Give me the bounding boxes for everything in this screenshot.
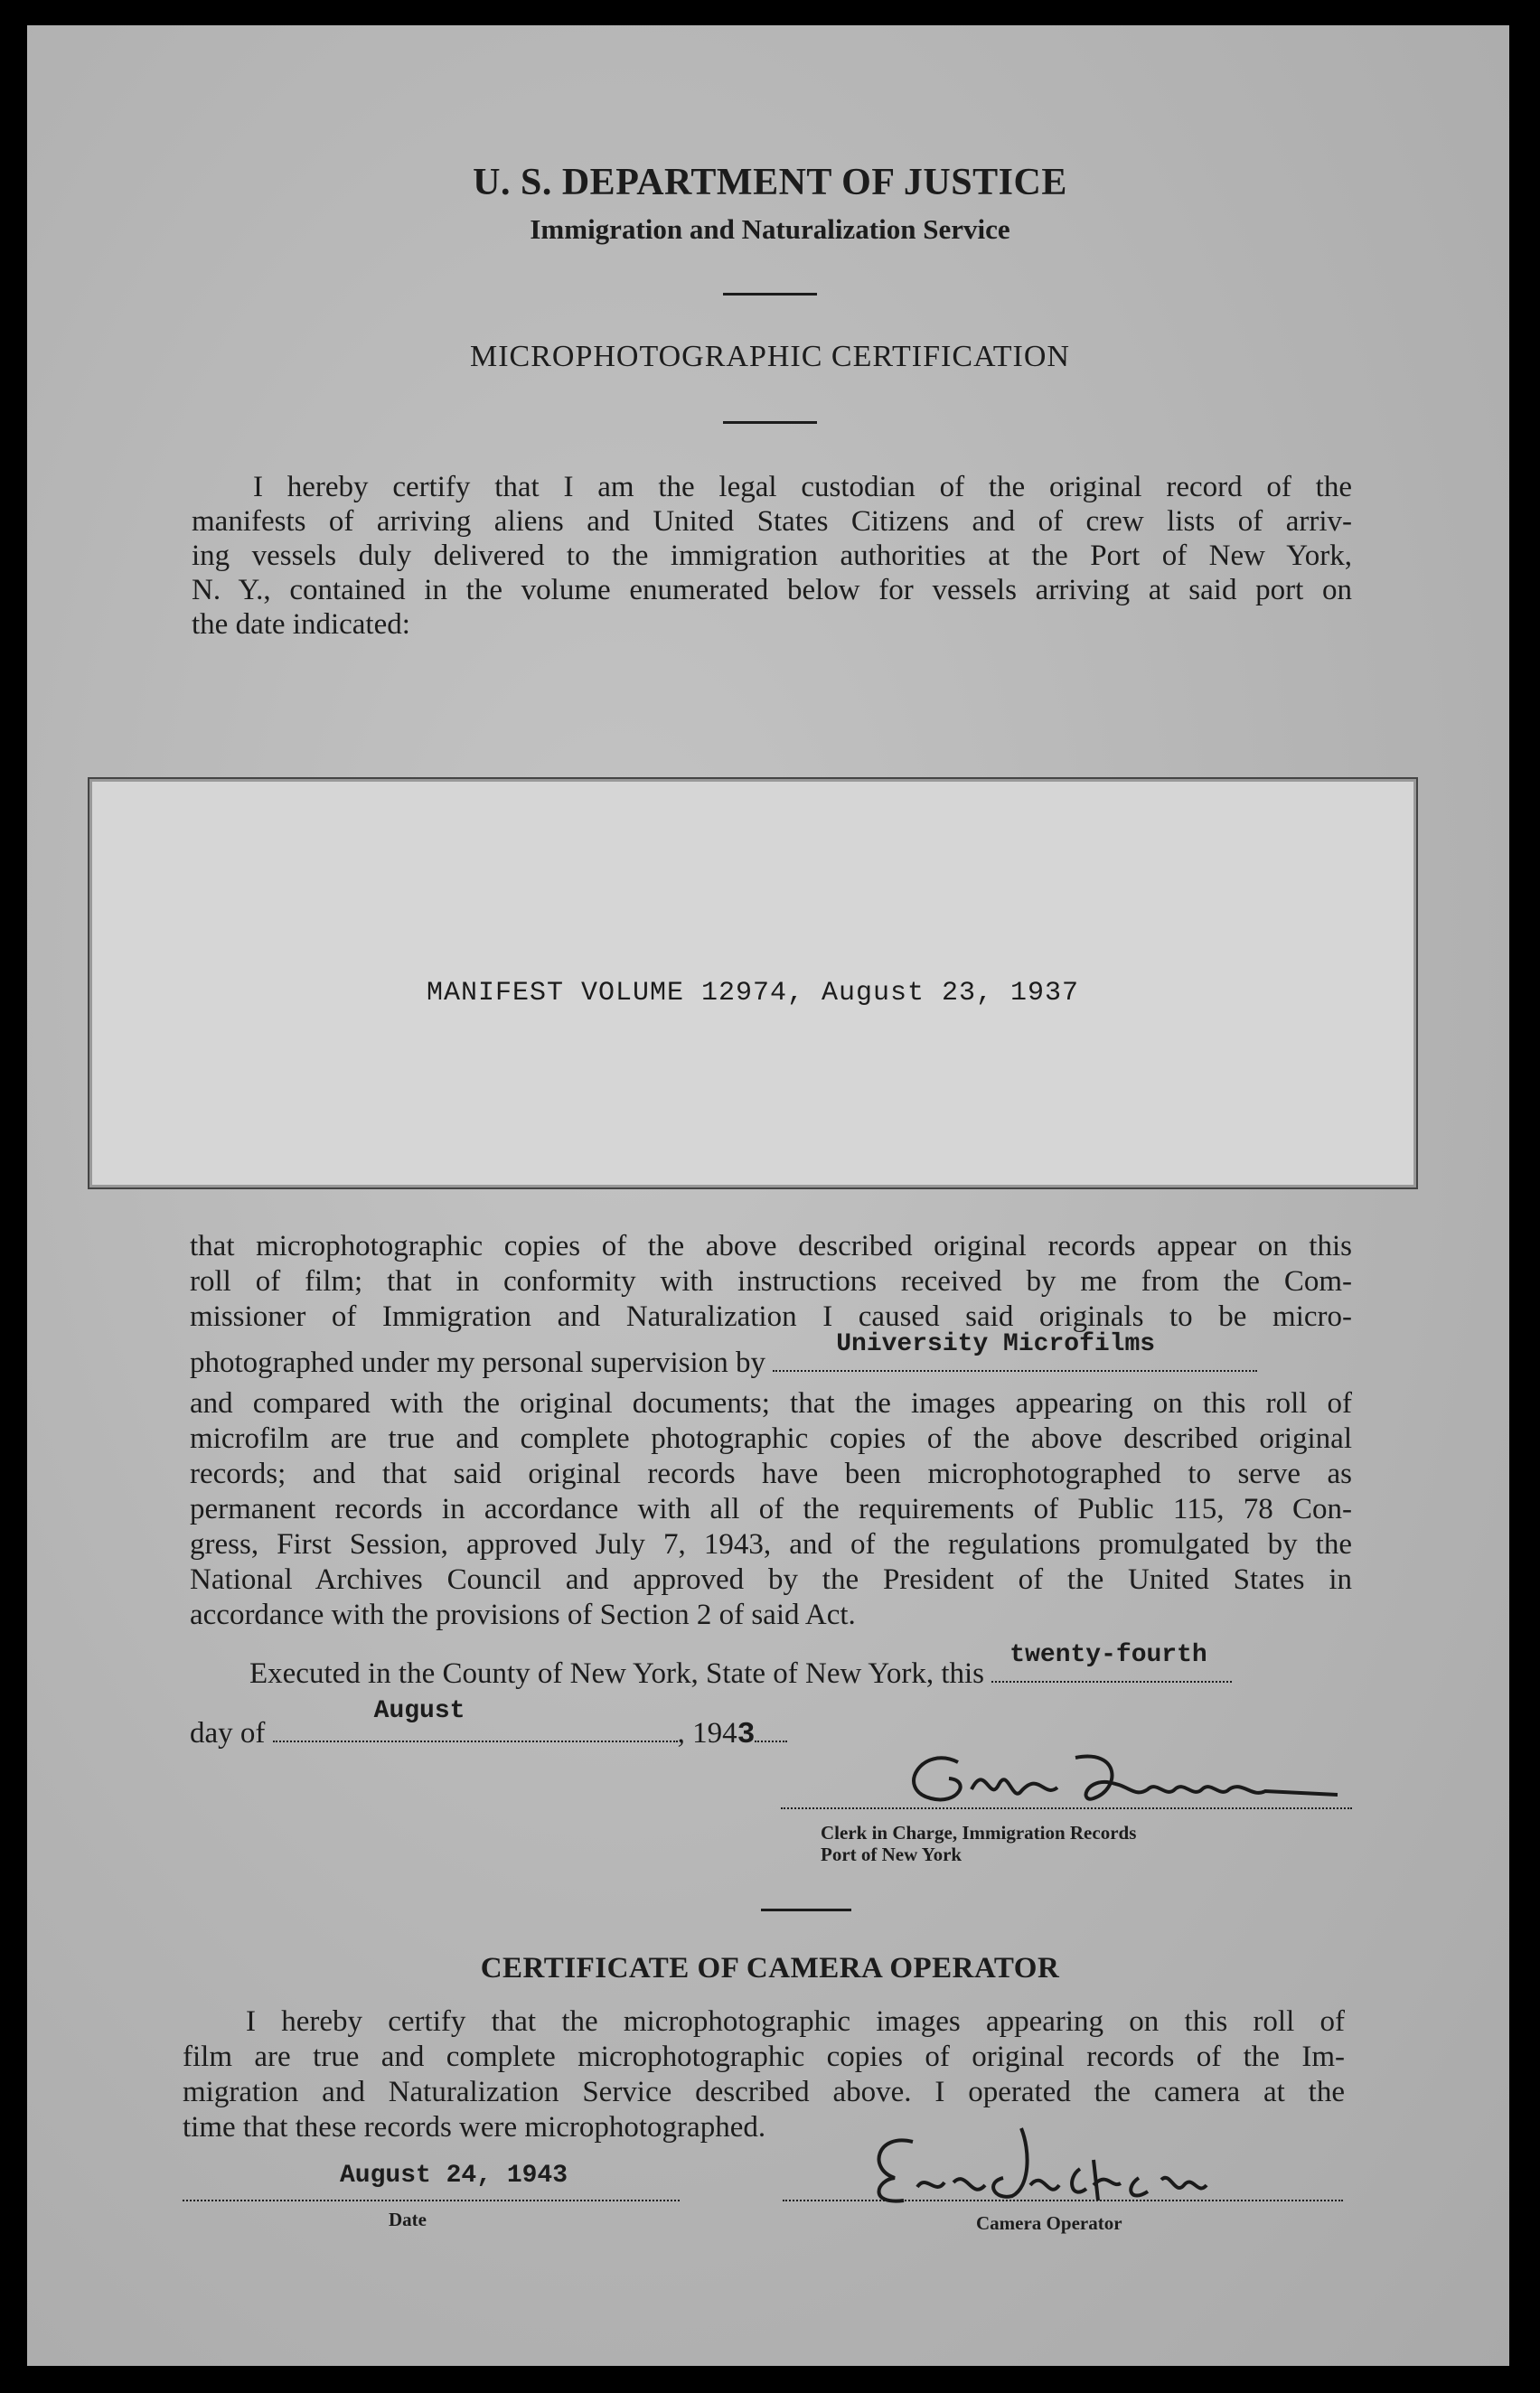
paragraph-line: manifests of arriving aliens and United States Citizens and of crew lists of arriv- bbox=[192, 505, 1352, 538]
year-dots bbox=[755, 1741, 787, 1742]
paragraph-line: I hereby certify that I am the legal custodian of the original record of the bbox=[253, 471, 1352, 503]
executed-prefix: Executed in the County of New York, State of New York, this bbox=[249, 1657, 985, 1690]
date-line bbox=[183, 2198, 680, 2201]
clerk-port: Port of New York bbox=[821, 1844, 963, 1865]
operator-signature bbox=[850, 2115, 1247, 2214]
divider bbox=[723, 421, 817, 424]
clerk-signature bbox=[886, 1735, 1356, 1816]
paragraph-line: time that these records were microphotographed. bbox=[183, 2111, 766, 2144]
manifest-volume-text: MANIFEST VOLUME 12974, August 23, 1937 bbox=[426, 978, 1080, 1009]
paragraph-line: I hereby certify that the microphotographic images appearing on this roll of bbox=[246, 2005, 1345, 2038]
paragraph-line: National Archives Council and approved by the President of the United States in bbox=[190, 1563, 1352, 1596]
supervisor-field bbox=[773, 1330, 1257, 1372]
paragraph-line: microfilm are true and complete photographic copies of the above described original bbox=[190, 1422, 1352, 1455]
paragraph-line: the date indicated: bbox=[192, 608, 410, 641]
year-prefix: , 194 bbox=[677, 1717, 737, 1750]
operator-label: Camera Operator bbox=[976, 2212, 1122, 2234]
camera-certificate-title: CERTIFICATE OF CAMERA OPERATOR bbox=[480, 1952, 1060, 1985]
paragraph-line: and compared with the original documents; that the images appearing on this roll of bbox=[190, 1387, 1352, 1420]
month-field bbox=[273, 1697, 678, 1742]
paragraph-line: missioner of Immigration and Naturalization I caused said originals to be micro- bbox=[190, 1300, 1352, 1333]
paragraph-line: records; and that said original records have been microphotographed to serve as bbox=[190, 1458, 1352, 1490]
department-heading: U. S. DEPARTMENT OF JUSTICE bbox=[473, 162, 1067, 203]
day-field bbox=[991, 1641, 1232, 1683]
paragraph-line: permanent records in accordance with all of the requirements of Public 115, 78 Con- bbox=[190, 1493, 1352, 1525]
service-subheading: Immigration and Naturalization Service bbox=[530, 213, 1010, 245]
manifest-volume-box bbox=[88, 777, 1418, 1189]
paragraph-line: that microphotographic copies of the above described original records appear on this bbox=[190, 1230, 1352, 1262]
paragraph-line: accordance with the provisions of Section 2 of said Act. bbox=[190, 1599, 856, 1631]
paragraph-line: film are true and complete microphotographic copies of original records of the Im- bbox=[183, 2041, 1345, 2073]
paragraph-line: ing vessels duly delivered to the immigration authorities at the Port of New York, bbox=[192, 540, 1352, 572]
clerk-title: Clerk in Charge, Immigration Records bbox=[821, 1822, 1137, 1844]
supervision-prefix: photographed under my personal supervision by bbox=[190, 1347, 765, 1379]
day-of-line bbox=[190, 1697, 787, 1751]
month-value: August bbox=[373, 1697, 465, 1725]
operator-date: August 24, 1943 bbox=[340, 2162, 568, 2190]
paragraph-line: gress, First Session, approved July 7, 1943, and of the regulations promulgated by the bbox=[190, 1528, 1352, 1561]
date-label: Date bbox=[389, 2209, 427, 2230]
year-digit: 3 bbox=[737, 1718, 756, 1751]
day-of-label: day of bbox=[190, 1717, 266, 1750]
paragraph-line: migration and Naturalization Service described above. I operated the camera at the bbox=[183, 2076, 1345, 2108]
day-ordinal: twenty-fourth bbox=[1009, 1641, 1207, 1669]
paragraph-line: N. Y., contained in the volume enumerated below for vessels arriving at said port on bbox=[192, 574, 1352, 606]
paragraph-line: roll of film; that in conformity with instructions received by me from the Com- bbox=[190, 1265, 1352, 1298]
executed-line bbox=[249, 1641, 1232, 1691]
certification-title: MICROPHOTOGRAPHIC CERTIFICATION bbox=[469, 340, 1070, 373]
divider bbox=[723, 293, 817, 296]
supervisor-name: University Microfilms bbox=[836, 1330, 1156, 1358]
divider bbox=[761, 1909, 851, 1911]
supervision-line bbox=[190, 1330, 1257, 1380]
